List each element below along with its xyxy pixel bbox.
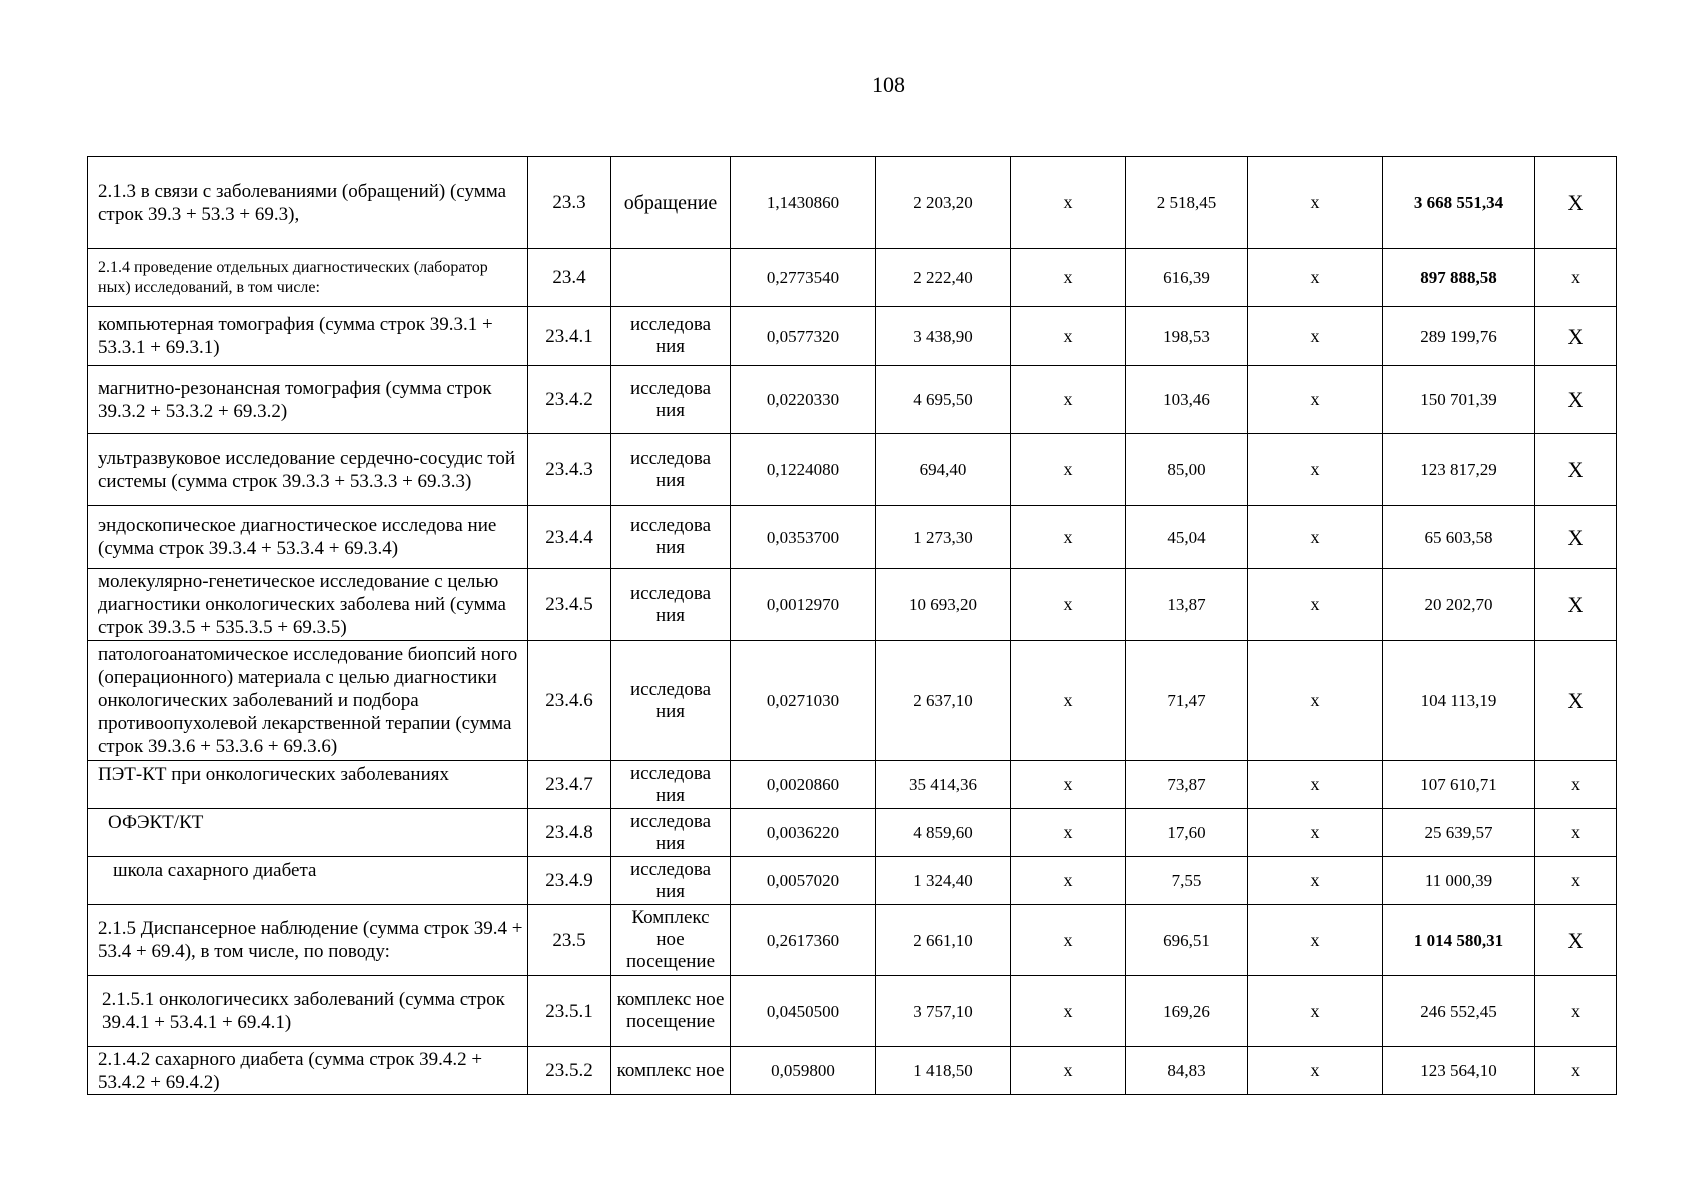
table-row bbox=[88, 761, 1617, 809]
row-col10: X bbox=[1535, 641, 1617, 761]
row-total: 289 199,76 bbox=[1383, 307, 1535, 366]
row-col6: x bbox=[1011, 809, 1126, 857]
row-col10: X bbox=[1535, 569, 1617, 641]
row-label: компьютерная томография (сумма строк 39.3.1 + 53.3.1 + 69.3.1) bbox=[88, 307, 528, 366]
row-col8: x bbox=[1248, 1047, 1383, 1095]
row-col10: X bbox=[1535, 366, 1617, 434]
row-unit: исследова ния bbox=[611, 366, 731, 434]
row-per-capita: 616,39 bbox=[1126, 249, 1248, 307]
row-col8: x bbox=[1248, 641, 1383, 761]
row-col8: x bbox=[1248, 857, 1383, 905]
row-code: 23.5 bbox=[528, 905, 611, 976]
row-per-capita: 71,47 bbox=[1126, 641, 1248, 761]
table-row bbox=[88, 506, 1617, 569]
row-cost: 1 273,30 bbox=[876, 506, 1011, 569]
table-row bbox=[88, 905, 1617, 976]
row-label: 2.1.5.1 онкологичесикх заболеваний (сумма строк 39.4.1 + 53.4.1 + 69.4.1) bbox=[88, 976, 528, 1047]
row-total: 65 603,58 bbox=[1383, 506, 1535, 569]
row-per-capita: 84,83 bbox=[1126, 1047, 1248, 1095]
row-col10: x bbox=[1535, 1047, 1617, 1095]
row-total: 25 639,57 bbox=[1383, 809, 1535, 857]
row-cost: 4 859,60 bbox=[876, 809, 1011, 857]
row-col8: x bbox=[1248, 809, 1383, 857]
row-normative: 0,0220330 bbox=[731, 366, 876, 434]
row-label: эндоскопическое диагностическое исследова ние (сумма строк 39.3.4 + 53.3.4 + 69.3.4) bbox=[88, 506, 528, 569]
row-code: 23.4.2 bbox=[528, 366, 611, 434]
row-col10: x bbox=[1535, 809, 1617, 857]
row-cost: 2 637,10 bbox=[876, 641, 1011, 761]
row-col8: x bbox=[1248, 249, 1383, 307]
table-row bbox=[88, 307, 1617, 366]
row-code: 23.5.1 bbox=[528, 976, 611, 1047]
row-normative: 0,0057020 bbox=[731, 857, 876, 905]
row-per-capita: 169,26 bbox=[1126, 976, 1248, 1047]
row-col8: x bbox=[1248, 157, 1383, 249]
row-col10: X bbox=[1535, 157, 1617, 249]
row-label: ультразвуковое исследование сердечно-сосудис той системы (сумма строк 39.3.3 + 53.3.3 + 69.3.3) bbox=[88, 434, 528, 506]
row-per-capita: 73,87 bbox=[1126, 761, 1248, 809]
row-code: 23.4.1 bbox=[528, 307, 611, 366]
row-unit: исследова ния bbox=[611, 434, 731, 506]
row-normative: 0,1224080 bbox=[731, 434, 876, 506]
row-total: 123 564,10 bbox=[1383, 1047, 1535, 1095]
row-per-capita: 17,60 bbox=[1126, 809, 1248, 857]
row-col10: X bbox=[1535, 506, 1617, 569]
table-row bbox=[88, 249, 1617, 307]
row-normative: 0,0020860 bbox=[731, 761, 876, 809]
row-cost: 10 693,20 bbox=[876, 569, 1011, 641]
row-col10: x bbox=[1535, 976, 1617, 1047]
row-cost: 35 414,36 bbox=[876, 761, 1011, 809]
row-per-capita: 13,87 bbox=[1126, 569, 1248, 641]
row-unit: исследова ния bbox=[611, 641, 731, 761]
row-total: 3 668 551,34 bbox=[1383, 157, 1535, 249]
row-total: 150 701,39 bbox=[1383, 366, 1535, 434]
row-per-capita: 2 518,45 bbox=[1126, 157, 1248, 249]
row-col8: x bbox=[1248, 307, 1383, 366]
row-col8: x bbox=[1248, 366, 1383, 434]
row-cost: 3 438,90 bbox=[876, 307, 1011, 366]
row-col8: x bbox=[1248, 506, 1383, 569]
row-label: 2.1.5 Диспансерное наблюдение (сумма строк 39.4 + 53.4 + 69.4), в том числе, по поводу: bbox=[88, 905, 528, 976]
row-col6: x bbox=[1011, 307, 1126, 366]
row-normative: 0,0012970 bbox=[731, 569, 876, 641]
table-row bbox=[88, 569, 1617, 641]
row-unit: исследова ния bbox=[611, 761, 731, 809]
row-normative: 0,0036220 bbox=[731, 809, 876, 857]
row-col6: x bbox=[1011, 569, 1126, 641]
row-code: 23.4.7 bbox=[528, 761, 611, 809]
row-col8: x bbox=[1248, 976, 1383, 1047]
row-cost: 2 661,10 bbox=[876, 905, 1011, 976]
row-code: 23.4 bbox=[528, 249, 611, 307]
row-col10: x bbox=[1535, 761, 1617, 809]
row-unit: комплекс ное посещение bbox=[611, 976, 731, 1047]
row-cost: 2 203,20 bbox=[876, 157, 1011, 249]
row-code: 23.3 bbox=[528, 157, 611, 249]
page-number: 108 bbox=[872, 72, 905, 97]
row-unit: исследова ния bbox=[611, 569, 731, 641]
row-col8: x bbox=[1248, 434, 1383, 506]
row-code: 23.4.9 bbox=[528, 857, 611, 905]
row-code: 23.5.2 bbox=[528, 1047, 611, 1095]
row-per-capita: 696,51 bbox=[1126, 905, 1248, 976]
row-normative: 0,2773540 bbox=[731, 249, 876, 307]
row-label: школа сахарного диабета bbox=[88, 857, 528, 905]
row-normative: 0,0353700 bbox=[731, 506, 876, 569]
row-col6: x bbox=[1011, 249, 1126, 307]
row-total: 897 888,58 bbox=[1383, 249, 1535, 307]
row-total: 123 817,29 bbox=[1383, 434, 1535, 506]
row-cost: 1 418,50 bbox=[876, 1047, 1011, 1095]
row-col8: x bbox=[1248, 569, 1383, 641]
row-col8: x bbox=[1248, 761, 1383, 809]
row-label: 2.1.4.2 сахарного диабета (сумма строк 39.4.2 + 53.4.2 + 69.4.2) bbox=[88, 1047, 528, 1095]
row-cost: 3 757,10 bbox=[876, 976, 1011, 1047]
row-code: 23.4.8 bbox=[528, 809, 611, 857]
table-row bbox=[88, 1047, 1617, 1095]
row-per-capita: 7,55 bbox=[1126, 857, 1248, 905]
row-col6: x bbox=[1011, 761, 1126, 809]
row-cost: 4 695,50 bbox=[876, 366, 1011, 434]
row-label: патологоанатомическое исследование биопсий ного (операционного) материала с целью диагностики онкологических заболеваний и подбора противоопухолевой лекарственной терапии (сумма строк 39.3.6 + 53.3.6 + 69.3.6) bbox=[88, 641, 528, 761]
row-per-capita: 45,04 bbox=[1126, 506, 1248, 569]
row-col6: x bbox=[1011, 976, 1126, 1047]
row-col10: X bbox=[1535, 434, 1617, 506]
row-code: 23.4.6 bbox=[528, 641, 611, 761]
row-col8: x bbox=[1248, 905, 1383, 976]
row-total: 107 610,71 bbox=[1383, 761, 1535, 809]
row-label: 2.1.4 проведение отдельных диагностических (лаборатор ных) исследований, в том числе: bbox=[88, 249, 528, 307]
row-col6: x bbox=[1011, 434, 1126, 506]
row-unit: Комплекс ное посещение bbox=[611, 905, 731, 976]
table-row bbox=[88, 641, 1617, 761]
row-label: 2.1.3 в связи с заболеваниями (обращений) (сумма строк 39.3 + 53.3 + 69.3), bbox=[88, 157, 528, 249]
row-col10: x bbox=[1535, 249, 1617, 307]
table-row bbox=[88, 809, 1617, 857]
row-label: магнитно-резонансная томография (сумма строк 39.3.2 + 53.3.2 + 69.3.2) bbox=[88, 366, 528, 434]
row-unit: исследова ния bbox=[611, 809, 731, 857]
row-unit: исследова ния bbox=[611, 857, 731, 905]
table-row bbox=[88, 434, 1617, 506]
row-col10: X bbox=[1535, 905, 1617, 976]
row-col10: X bbox=[1535, 307, 1617, 366]
row-unit: исследова ния bbox=[611, 506, 731, 569]
row-col6: x bbox=[1011, 641, 1126, 761]
table-row bbox=[88, 157, 1617, 249]
row-unit: комплекс ное bbox=[611, 1047, 731, 1095]
row-col6: x bbox=[1011, 157, 1126, 249]
row-code: 23.4.5 bbox=[528, 569, 611, 641]
row-total: 11 000,39 bbox=[1383, 857, 1535, 905]
row-label: молекулярно-генетическое исследование с целью диагностики онкологических заболева ний (сумма строк 39.3.5 + 535.3.5 + 69.3.5) bbox=[88, 569, 528, 641]
row-unit bbox=[611, 249, 731, 307]
row-total: 104 113,19 bbox=[1383, 641, 1535, 761]
table-row bbox=[88, 976, 1617, 1047]
row-cost: 2 222,40 bbox=[876, 249, 1011, 307]
row-normative: 0,2617360 bbox=[731, 905, 876, 976]
row-normative: 0,0450500 bbox=[731, 976, 876, 1047]
row-unit: исследова ния bbox=[611, 307, 731, 366]
table-row bbox=[88, 857, 1617, 905]
row-col10: x bbox=[1535, 857, 1617, 905]
row-col6: x bbox=[1011, 857, 1126, 905]
row-total: 1 014 580,31 bbox=[1383, 905, 1535, 976]
row-cost: 1 324,40 bbox=[876, 857, 1011, 905]
row-cost: 694,40 bbox=[876, 434, 1011, 506]
row-col6: x bbox=[1011, 506, 1126, 569]
row-per-capita: 198,53 bbox=[1126, 307, 1248, 366]
row-col6: x bbox=[1011, 366, 1126, 434]
row-per-capita: 85,00 bbox=[1126, 434, 1248, 506]
row-total: 20 202,70 bbox=[1383, 569, 1535, 641]
row-label: ОФЭКТ/КТ bbox=[88, 809, 528, 857]
row-normative: 0,059800 bbox=[731, 1047, 876, 1095]
row-total: 246 552,45 bbox=[1383, 976, 1535, 1047]
row-normative: 0,0577320 bbox=[731, 307, 876, 366]
row-code: 23.4.4 bbox=[528, 506, 611, 569]
row-unit: обращение bbox=[611, 157, 731, 249]
row-label: ПЭТ-КТ при онкологических заболеваниях bbox=[88, 761, 528, 809]
row-normative: 1,1430860 bbox=[731, 157, 876, 249]
row-col6: x bbox=[1011, 905, 1126, 976]
data-table bbox=[87, 156, 1617, 1095]
row-normative: 0,0271030 bbox=[731, 641, 876, 761]
row-col6: x bbox=[1011, 1047, 1126, 1095]
table-row bbox=[88, 366, 1617, 434]
row-code: 23.4.3 bbox=[528, 434, 611, 506]
row-per-capita: 103,46 bbox=[1126, 366, 1248, 434]
